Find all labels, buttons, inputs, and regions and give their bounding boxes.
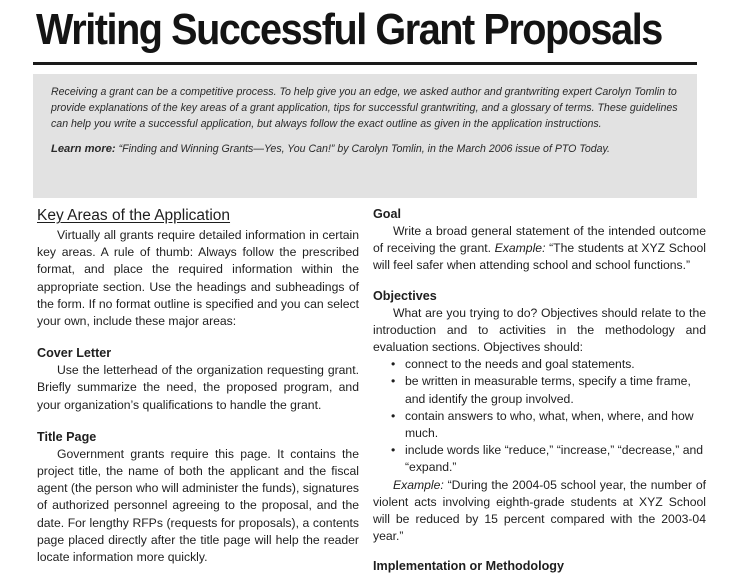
- list-item: • contain answers to who, what, when, where, and how much.: [391, 408, 706, 442]
- learn-more-text: “Finding and Winning Grants—Yes, You Can!” by Carolyn Tomlin, in the March 2006 issue of PTO Today.: [115, 143, 610, 155]
- heading-implementation: Implementation or Methodology: [373, 559, 565, 574]
- intro-box: [33, 74, 697, 198]
- page-title: Writing Successful Grant Proposals: [36, 5, 662, 54]
- heading-goal: Goal: [373, 207, 401, 221]
- learn-more-label: Learn more:: [51, 143, 116, 155]
- objectives-example-label: Example:: [393, 477, 444, 492]
- objectives-example: [373, 477, 706, 546]
- heading-objectives: Objectives: [373, 288, 437, 303]
- left-column: [37, 205, 359, 566]
- objectives-example-text: “During the 2004-05 school year, the number of violent acts involving eighth-grade students at XYZ School will be reduced by 15 percent compared with the 2003-04 year.”: [373, 477, 706, 544]
- heading-title-page: Title Page: [37, 429, 97, 444]
- objectives-text: What are you trying to do? Objectives should relate to the introduction and to activities in the methodology and evaluation sections. Objectives should:: [373, 305, 706, 355]
- goal-example-text: “The students at XYZ School will feel safer when attending school and school functions.”: [373, 241, 706, 273]
- goal-text-main: Write a broad general statement of the intended outcome of receiving the grant.: [373, 224, 706, 256]
- objectives-list: [373, 356, 706, 476]
- heading-cover-letter: Cover Letter: [37, 346, 112, 361]
- list-item: • include words like “reduce,” “increase,” “decrease,” and “expand.”: [391, 442, 706, 476]
- key-areas-text: Virtually all grants require detailed information in certain key areas. A rule of thumb: Always follow the prescribed format, and place the required information within the appropriate section. Use the headings and subheadings of the form. If no format outline is specified and you can select your own, include these major areas:: [37, 228, 359, 329]
- list-item: • connect to the needs and goal statements.: [391, 356, 706, 373]
- intro-text: Receiving a grant can be a competitive process. To help give you an edge, we asked author and grantwriting expert Carolyn Tomlin to provide explanations of the key areas of a grant application, tips for successful grantwriting, and a glossary of terms. These guidelines can help you write a successful application, but always follow the exact outline as given in the application instructions.: [51, 86, 678, 130]
- learn-more: [51, 141, 683, 157]
- list-item: • be written in measurable terms, specify a time frame, and identify the group involved.: [391, 373, 706, 407]
- goal-text: [373, 223, 706, 275]
- section-title-key-areas: Key Areas of the Application: [37, 207, 231, 224]
- title-page-text: Government grants require this page. It contains the project title, the name of both the applicant and the fiscal agent (the person who will administer the funds), signatures of authorized personnel agreeing to the proposal, and the date. For lengthy RFPs (requests for proposals), a contents page placed directly after the title page will help the reader locate information more quickly.: [37, 446, 359, 565]
- goal-example-label: Example:: [494, 241, 546, 256]
- right-column: [373, 205, 706, 575]
- title-rule: [33, 62, 697, 65]
- cover-letter-text: Use the letterhead of the organization requesting grant. Briefly summarize the need, the proposed program, and your organization’s qualifications to handle the grant.: [37, 363, 359, 412]
